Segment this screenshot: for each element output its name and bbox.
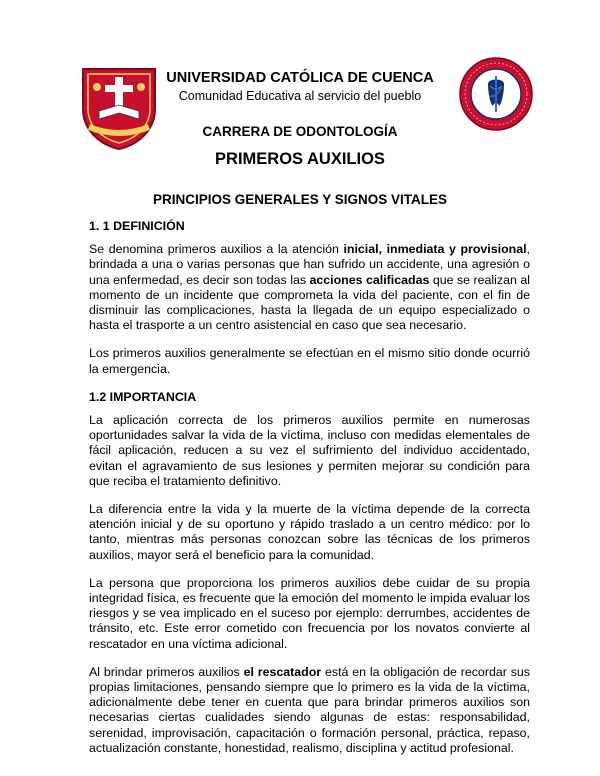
bold-text-run: el rescatador bbox=[243, 664, 322, 679]
section-heading-definicion: 1. 1 DEFINICIÓN bbox=[89, 219, 185, 233]
document-title: PRIMEROS AUXILIOS bbox=[215, 150, 385, 168]
text-run: que se realizan al momento de un incidente que comprometa la vida del paciente, con el fin de disminuir las complicaciones, hasta la llegada de un equipo especializado o hasta el trasporte a un centro asistencial en caso que sea necesario. bbox=[89, 272, 530, 333]
paragraph-importancia-1: La aplicación correcta de los primeros auxilios permite en numerosas oportunidades salvar la vida de la víctima, incluso con medidas elementales de fácil aplicación, reducen a su vez el sufrimiento del individuo accidentado, evitan el agravamiento de sus lesiones y permiten mejorar su condición para que reciba el tratamiento definitivo. bbox=[89, 413, 530, 488]
document-body bbox=[89, 219, 530, 769]
text-run: , brindada a una o varias personas que han sufrido un accidente, una agresión o una enfermedad, es decir son todas las bbox=[89, 242, 530, 287]
career-title: CARRERA DE ODONTOLOGÍA bbox=[202, 124, 398, 139]
text-run: Al brindar primeros auxilios bbox=[89, 664, 244, 679]
text-run: está en la obligación de recordar sus propias limitaciones, pensando siempre que lo primero es la vida de la víctima, adicionalmente debe tener en cuenta que para brindar primeros auxilios son necesarias ciertas cualidades siendo algunas de estas: responsabilidad, serenidad, improvisación, capacitación o formación personal, práctica, repaso, actualización constante, honestidad, realismo, disciplina y actitud profesional. bbox=[89, 664, 531, 755]
paragraph-definicion-1 bbox=[89, 242, 530, 333]
bold-text-run: acciones calificadas bbox=[309, 272, 430, 287]
bold-text-run: inicial, inmediata y provisional bbox=[343, 242, 527, 257]
section-heading-importancia: 1.2 IMPORTANCIA bbox=[89, 389, 197, 404]
paragraph-definicion-2: Los primeros auxilios generalmente se efectúan en el mismo sitio donde ocurrió la emergencia. bbox=[89, 346, 530, 376]
university-tagline: Comunidad Educativa al servicio del pueblo bbox=[178, 89, 422, 103]
document-subtitle: PRINCIPIOS GENERALES Y SIGNOS VITALES bbox=[152, 192, 448, 207]
paragraph-importancia-3: La persona que proporciona los primeros auxilios debe cuidar de su propia integridad física, es frecuente que la emoción del momento le impida evaluar los riesgos y se vea implicado en el suceso por ejemplo: derrumbes, accidentes de tránsito, etc. Este error cometido con frecuencia por los novatos convierte al rescatador en una víctima adicional. bbox=[89, 575, 530, 651]
paragraph-importancia-2: La diferencia entre la vida y la muerte de la víctima depende de la correcta atención inicial y de su oportuno y rápido traslado a un centro médico: por lo tanto, mientras más personas conozcan sobre las técnicas de los primeros auxilios, mayor será el beneficio para la comunidad. bbox=[89, 502, 530, 562]
text-run: Se denomina primeros auxilios a la atención bbox=[89, 242, 344, 257]
university-name: UNIVERSIDAD CATÓLICA DE CUENCA bbox=[166, 70, 434, 86]
paragraph-importancia-4 bbox=[89, 665, 530, 756]
